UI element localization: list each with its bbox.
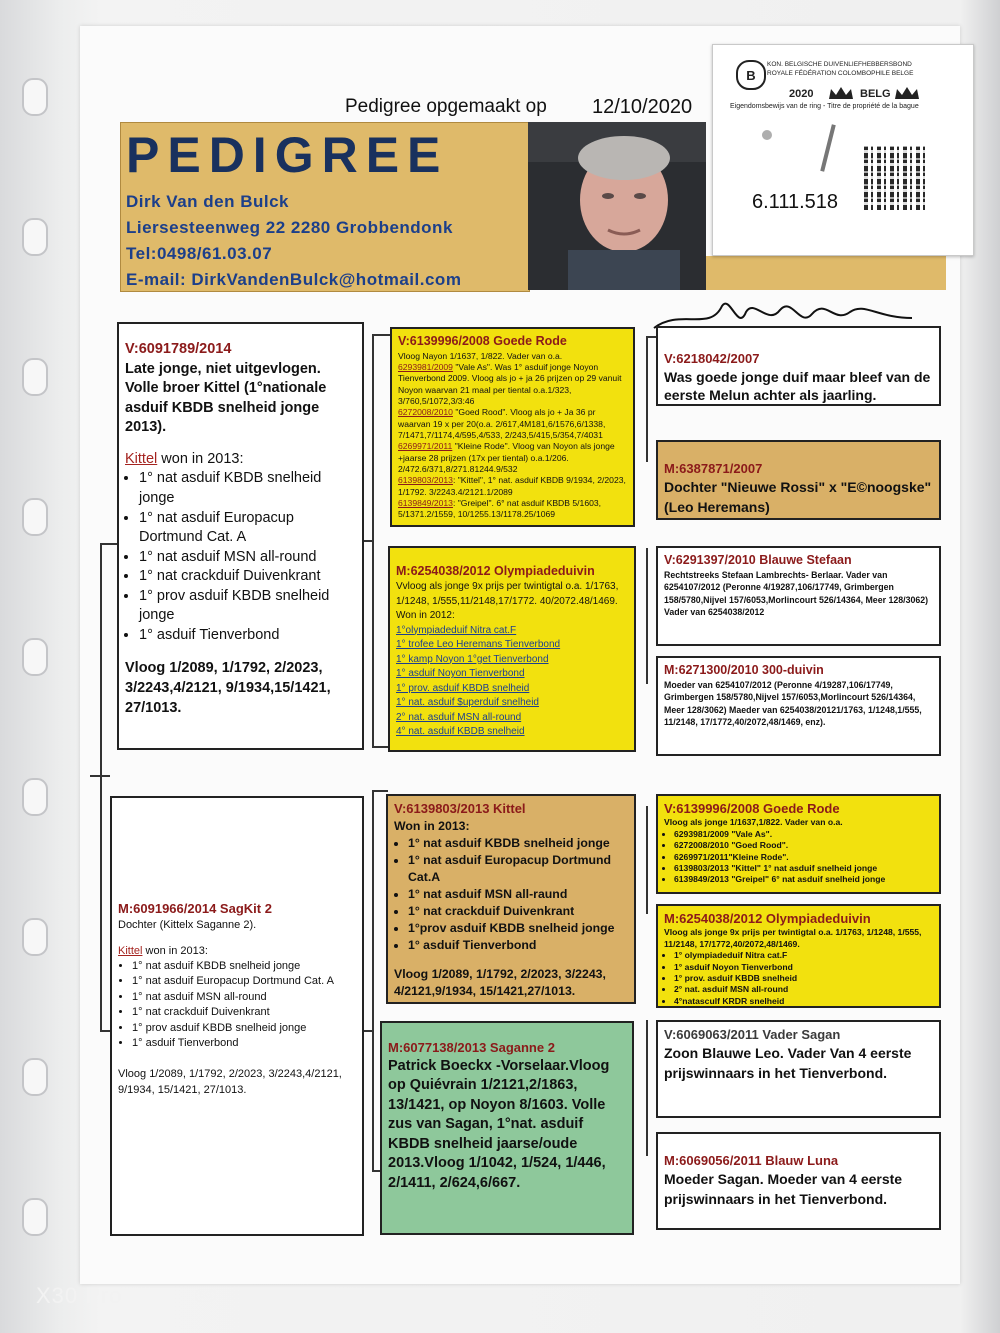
binder-hole <box>22 638 48 676</box>
tree-line <box>100 1030 110 1032</box>
owner-email: E-mail: DirkVandenBulck@hotmail.com <box>126 270 462 289</box>
svg-text:B: B <box>746 68 756 83</box>
list-item: 1° asduif Noyon Tienverbond <box>396 668 525 680</box>
pedigree-ref-link: 6293981/2009 <box>398 361 453 372</box>
ggp-ffm-card <box>656 440 941 520</box>
mother-card <box>110 796 364 1236</box>
ggp-mmm-card <box>656 1132 941 1230</box>
gp-ff-line-text: "Goed Rood". Vloog als jo + Ja 36 pr waarvan 19 x per 20(o.a. 2/617,4M181,6/1576,6/1338, 7/1471,7/1174,4/595,4/533, 2/243,5/415,5/354,7/4031 <box>398 407 606 440</box>
list-item: • 6269971/2011"Kleine Rode". <box>674 852 933 863</box>
list-item: • 6293981/2009 "Vale As". <box>674 829 933 840</box>
grandfather-paternal-card <box>390 327 635 527</box>
camera-watermark-badge: 5G <box>195 1289 216 1302</box>
gp-mf-intro: Won in 2013: <box>394 818 470 833</box>
ggp-mfm-list <box>664 950 933 1007</box>
owner-phone: Tel:0498/61.03.07 <box>126 244 273 263</box>
grandmother-paternal-card <box>388 546 636 752</box>
ggp-mmf-desc: Zoon Blauwe Leo. Vader Van 4 eerste prijswinnaars in het Tienverbond. <box>664 1045 912 1081</box>
list-item: • 1° asduif Noyon Tienverbond <box>674 962 933 973</box>
ggp-fmf-desc: Rechtstreeks Stefaan Lambrechts- Berlaar. Vader van 6254107/2012 (Peronne 4/19287,106/17749, Grimbergen 158/5780,Nijvel 157/6053,Morlincourt 526/14364, Meer 128/3062) Vader van 6254038/2012 <box>664 570 929 617</box>
gp-ff-id: V:6139996/2008 Goede Rode <box>398 334 567 348</box>
list-item: 1° kamp Noyon 1°get Tienverbond <box>396 653 549 665</box>
mother-id: M:6091966/2014 SagKit 2 <box>118 901 272 916</box>
tree-line <box>372 790 388 792</box>
ggp-mfm-intro: Vloog als jonge 9x prijs per twintigtal o.a. 1/1763, 1/1248, 1/555, 11/2148, 17/1772,40/2072,48/1469. <box>664 927 922 949</box>
ggp-fmf-card <box>656 546 941 646</box>
gp-fm-wins <box>396 624 628 740</box>
ring-year: 2020 <box>789 88 814 100</box>
ggp-mmf-id: V:6069063/2011 Vader Sagan <box>664 1027 841 1042</box>
gp-mf-wins <box>394 835 628 954</box>
list-item: • 1° nat asduif Europacup Dortmund Cat. A <box>139 509 356 548</box>
list-item: • 1° nat crackduif Duivenkrant <box>139 567 356 587</box>
ring-ownership-line: Eigendomsbewijs van de ring - Titre de propriété de la bague <box>730 103 919 110</box>
list-item: • 1° nat asduif MSN all-raund <box>408 886 628 903</box>
ggp-mmm-desc: Moeder Sagan. Moeder van 4 eerste prijswinnaars in het Tienverbond. <box>664 1171 903 1207</box>
father-flights: Vloog 1/2089, 1/1792, 2/2023, 3/2243,4/2121, 9/1934,15/1421, 27/1013. <box>125 660 331 716</box>
tree-line <box>646 336 648 462</box>
ggp-fmf-id: V:6291397/2010 Blauwe Stefaan <box>664 553 852 567</box>
list-item: • 6139849/2013 "Greipel" 6° nat asduif snelheid jonge <box>674 874 933 885</box>
ggp-fmm-desc: Moeder van 6254107/2012 (Peronne 4/19287,106/17749, Grimbergen 158/5780,Nijvel 157/6053,Morlincourt 526/14364, Meer 128/3062) Maeder van 6254038/20121/1763, 1/1248,1/555, 11/2148, 17/1772,40/2072,48/1469, enz). <box>664 680 922 727</box>
header-strip <box>706 256 946 290</box>
list-item: 1° prov. asduif KBDB snelheid <box>396 682 530 694</box>
tree-line <box>100 543 118 545</box>
ggp-mmm-id: M:6069056/2011 Blauw Luna <box>664 1153 839 1168</box>
tree-line <box>372 790 374 1170</box>
ggp-fff-desc: Was goede jonge duif maar bleef van de eerste Melun achter als jaarling. <box>664 368 931 404</box>
binder-hole <box>22 218 48 256</box>
gp-ff-line-text: "Vale As". Was 1° asduif jonge Noyon Tienverbond 2009. Vloog als jo + ja 26 prijzen op 29 vanuit Noyon waarvan 21 maal per tiental o.a.1/323, 3/760,5/1072,3/3:46 <box>398 361 622 406</box>
pedigree-ref-link: 6272008/2010 <box>398 407 453 418</box>
binder-hole <box>22 358 48 396</box>
ggp-fff-id: V:6218042/2007 <box>664 351 760 366</box>
ggp-fff-card <box>656 326 941 406</box>
list-item: 1° nat. asduif $uperduif snelheid <box>396 697 539 709</box>
qr-code-pattern <box>864 146 928 210</box>
father-id: V:6091789/2014 <box>125 341 232 357</box>
binder-hole <box>22 778 48 816</box>
tree-line <box>646 806 648 914</box>
ggp-mmf-card <box>656 1020 941 1118</box>
ggp-mfm-card <box>656 904 941 1008</box>
pedigree-ref-link: 6139803/2013 <box>398 475 453 486</box>
father-wins <box>125 469 356 645</box>
list-item: • 1° olympiadeduif Nitra cat.F <box>674 950 933 961</box>
ggp-mff-list <box>664 829 933 886</box>
tree-line <box>372 334 392 336</box>
ring-org-line2: ROYALE FÉDÉRATION COLOMBOPHILE BELGE <box>767 70 914 77</box>
father-won-name: Kittel <box>125 450 158 467</box>
list-item: • 6139803/2013 "Kittel" 1° nat asduif snelheid jonge <box>674 863 933 874</box>
owner-address: Liersesteenweg 22 2280 Grobbendonk <box>126 218 453 237</box>
gp-ff-line <box>398 475 627 498</box>
list-item: • 1° prov asduif KBDB snelheid jonge <box>132 1021 356 1036</box>
father-won-rest: won in 2013: <box>157 450 244 467</box>
binder-hole <box>22 498 48 536</box>
binder-hole <box>22 78 48 116</box>
binder-hole <box>22 1058 48 1096</box>
gp-mm-desc: Patrick Boeckx -Vorselaar.Vloog op Quiévrain 1/2121,2/1863, 13/1421, op Noyon 8/1603. Volle zus van Sagan, 1°nat. asduif KBDB snelheid jaarse/oude 2013.Vloog 1/1042, 1/524, 1/446, 2/1411, 2/624,6/667. <box>388 1057 610 1191</box>
ggp-fmm-id: M:6271300/2010 300-duivin <box>664 663 824 677</box>
mother-won-rest: won in 2013: <box>142 944 208 957</box>
grandmother-maternal-card <box>380 1021 634 1235</box>
list-item: • 1° nat crackduif Duivenkrant <box>132 1005 356 1020</box>
ggp-mff-id: V:6139996/2008 Goede Rode <box>664 801 840 816</box>
list-item: 2° nat. asduif MSN all-round <box>396 711 522 723</box>
list-item: • 2° nat. asduif MSN all-round <box>674 984 933 995</box>
ring-number: 6.111.518 <box>752 191 839 213</box>
made-date: 12/10/2020 <box>592 96 693 118</box>
father-card <box>117 322 364 750</box>
tree-line <box>90 775 110 777</box>
made-label: Pedigree opgemaakt op <box>345 96 547 117</box>
list-item: • 1° nat asduif Europacup Dortmund Cat. A <box>132 974 356 989</box>
list-item: • 6272008/2010 "Goed Rood". <box>674 840 933 851</box>
gp-ff-line <box>398 362 627 407</box>
crown-icon <box>894 86 920 100</box>
list-item: 1° trofee Leo Heremans Tienverbond <box>396 639 561 651</box>
crown-icon <box>828 86 854 100</box>
camera-watermark: X30 Pro <box>36 1283 123 1308</box>
list-item: • 1° asduif Tienverbond <box>132 1036 356 1051</box>
list-item: • 1° nat crackduif Duivenkrant <box>408 903 628 920</box>
pedigree-ref-link: 6269971/2011 <box>398 441 453 452</box>
mother-flights: Vloog 1/2089, 1/1792, 2/2023, 3/2243,4/2121, 9/1934, 15/1421, 27/1013. <box>118 1068 342 1096</box>
list-item: • 1° asduif Tienverbond <box>139 626 356 646</box>
ggp-mfm-id: M:6254038/2012 Olympiadeduivin <box>664 911 871 926</box>
ring-org-line1: KON. BELGISCHE DUIVENLIEFHEBBERSBOND <box>767 61 912 68</box>
grandfather-maternal-card <box>386 794 636 1004</box>
gp-mf-flights: Vloog 1/2089, 1/1792, 2/2023, 3/2243, 4/2121,9/1934, 15/1421,27/1013. <box>394 966 606 998</box>
gp-fm-id: M:6254038/2012 Olympiadeduivin <box>396 564 595 578</box>
owner-photo <box>528 122 706 290</box>
list-item: • 1° prov. asduif KBDB snelheid <box>674 973 933 984</box>
gp-ff-line-text: : "Kittel", 1° nat. asduif KBDB 9/1934, 2/2023, 1/1792. 3/2243.4/2121.1/2089 <box>398 475 626 497</box>
list-item: • 1° nat asduif KBDB snelheid jonge <box>139 469 356 508</box>
list-item: • 4°natasculf KRDR snelheid <box>674 996 933 1007</box>
tree-line <box>646 1020 648 1156</box>
gp-ff-line <box>398 407 627 441</box>
list-item: • 1°prov asduif KBDB snelheid jonge <box>408 920 628 937</box>
owner-name: Dirk Van den Bulck <box>126 192 289 211</box>
father-desc: Late jonge, niet uitgevlogen. Volle broer Kittel (1°nationale asduif KBDB snelheid jonge 2013). <box>125 360 327 436</box>
ring-country: BELG <box>860 88 891 100</box>
tree-line <box>646 548 648 684</box>
pedigree-ref-link: 6139849/2013 <box>398 497 453 508</box>
binder-hole <box>22 918 48 956</box>
list-item: 1°olympiadeduif Nitra cat.F <box>396 624 517 636</box>
ggp-fmm-card <box>656 656 941 756</box>
mother-won-name: Kittel <box>118 944 143 957</box>
gp-ff-intro: Vloog Nayon 1/1637, 1/822. Vader van o.a. <box>398 350 563 361</box>
list-item: • 1° nat asduif KBDB snelheid jonge <box>408 835 628 852</box>
federation-logo-icon <box>736 60 766 90</box>
list-item: • 1° nat asduif MSN all-round <box>139 548 356 568</box>
ggp-ffm-desc: Dochter "Nieuwe Rossi" x "E©noogske" (Leo Heremans) <box>664 479 932 515</box>
ggp-mff-card <box>656 794 941 894</box>
binder-hole <box>22 1198 48 1236</box>
mother-wins <box>118 959 356 1051</box>
list-item: • 1° prov asduif KBDB snelheid jonge <box>139 587 356 626</box>
list-item: • 1° asduif Tienverbond <box>408 937 628 954</box>
gp-ff-line <box>398 441 627 475</box>
page-title: PEDIGREE <box>126 127 449 183</box>
list-item: • 1° nat asduif KBDB snelheid jonge <box>132 959 356 974</box>
gp-ff-line <box>398 498 627 521</box>
gp-fm-intro: Vvloog als jonge 9x prijs per twintigtal o.a. 1/1763, 1/1248, 1/555,11/2148,17/1772. 40/2072.48/1469. Won in 2012: <box>396 581 619 622</box>
list-item: • 1° nat asduif Europacup Dortmund Cat.A <box>408 852 628 886</box>
gp-mf-id: V:6139803/2013 Kittel <box>394 801 526 816</box>
ggp-ffm-id: M:6387871/2007 <box>664 461 763 476</box>
ring-punch-hole <box>762 130 772 140</box>
list-item: • 1° nat asduif MSN all-round <box>132 990 356 1005</box>
gp-ff-line-text: : "Greipel". 6° nat asduif KBDB 5/1603, 5/1371.2/1559, 10/1255.13/1178.25/1069 <box>398 497 602 520</box>
gp-mm-id: M:6077138/2013 Saganne 2 <box>388 1040 555 1055</box>
mother-desc: Dochter (Kittelx Saganne 2). <box>118 919 257 932</box>
gp-ff-line-text: "Kleine Rode". Vloog van Noyon als jonge +jaarse 28 prijzen (17x per tiental) o.a.1/206. 2/472.6/371,8/271.81244.9/532 <box>398 441 615 474</box>
ggp-mff-intro: Vloog als jonge 1/1637,1/822. Vader van o.a. <box>664 817 843 828</box>
list-item: 4° nat. asduif KBDB snelheid <box>396 726 525 738</box>
tree-line <box>100 543 102 1031</box>
